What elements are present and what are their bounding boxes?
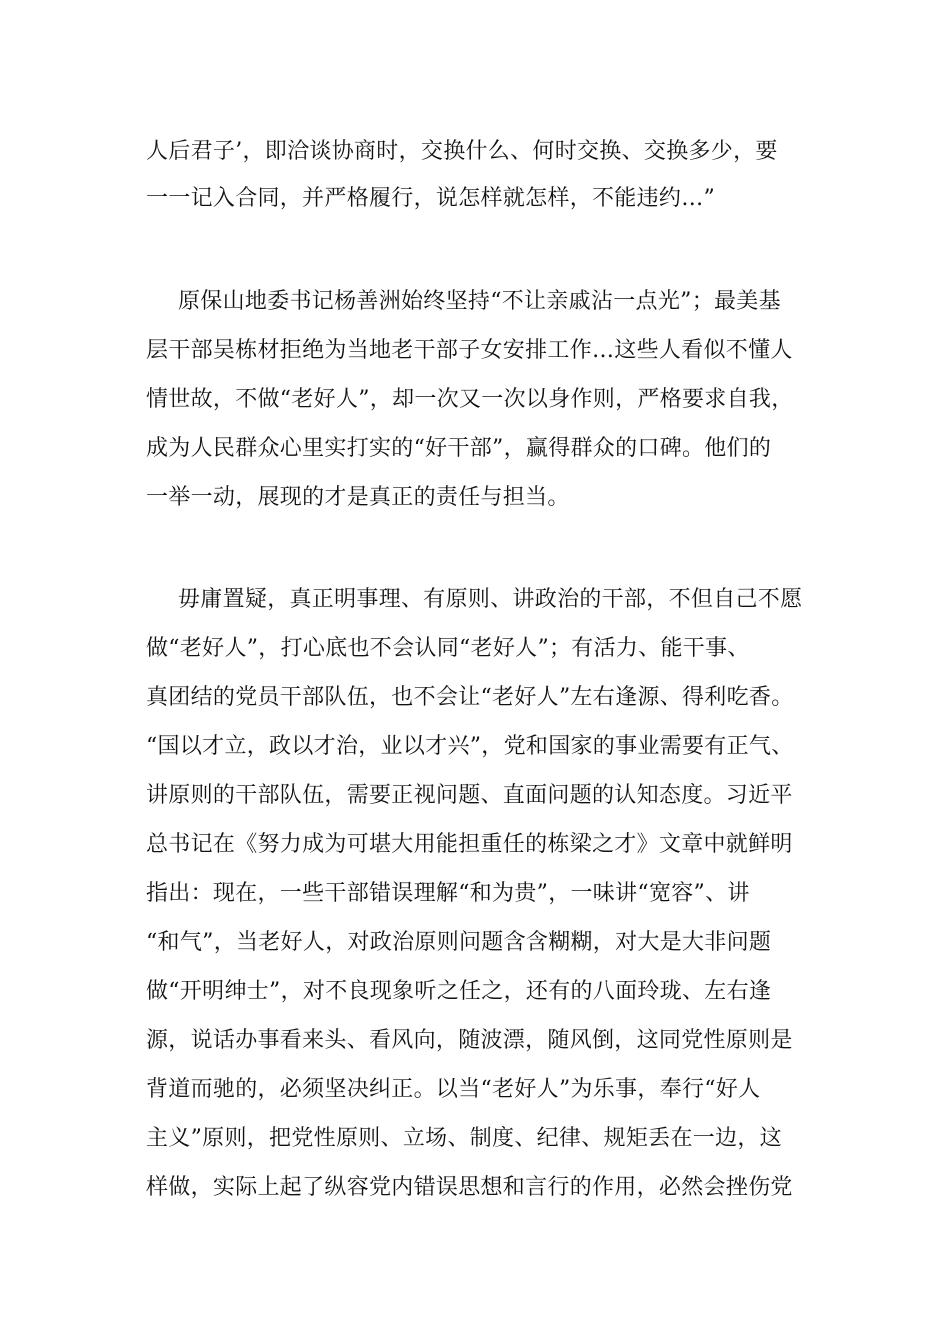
paragraph-3-line-6: 总书记在《努力成为可堪大用能担重任的栋梁之才》文章中就鲜明 <box>146 832 793 857</box>
paragraph-2-line-3: 情世故，不做“老好人”，却一次又一次以身作则，严格要求自我， <box>146 387 794 412</box>
paragraph-3-line-4: “国以才立，政以才治，业以才兴”，党和国家的事业需要有正气、 <box>146 734 794 759</box>
paragraph-3-line-12: 主义”原则，把党性原则、立场、制度、纪律、规矩丢在一边，这 <box>146 1126 782 1151</box>
paragraph-3-line-11: 背道而驰的，必须坚决纠正。以当“老好人”为乐事，奉行“好人 <box>146 1077 761 1102</box>
paragraph-3-line-10: 源，说话办事看来头、看风向，随波漂，随风倒，这同党性原则是 <box>146 1028 793 1053</box>
paragraph-3-line-2: 做“老好人”，打心底也不会认同“老好人”；有活力、能干事、 <box>146 636 750 661</box>
paragraph-3-line-3: 真团结的党员干部队伍，也不会让“老好人”左右逢源、得利吃香。 <box>146 685 794 710</box>
paragraph-2-line-1: 原保山地委书记杨善洲始终坚持“不让亲戚沾一点光”；最美基 <box>178 289 781 314</box>
paragraph-2-line-4: 成为人民群众心里实打实的“好干部”，赢得群众的口碑。他们的 <box>146 436 772 461</box>
paragraph-3-line-9: 做“开明绅士”，对不良现象听之任之，还有的八面玲珑、左右逢 <box>146 979 772 1004</box>
paragraph-2-line-2: 层干部吴栋材拒绝为当地老干部子女安排工作…这些人看似不懂人 <box>146 338 793 363</box>
paragraph-1-line-1: 人后君子’，即洽谈协商时，交换什么、何时交换、交换多少，要 <box>146 139 778 164</box>
paragraph-3-line-13: 样做，实际上起了纵容党内错误思想和言行的作用，必然会挫伤党 <box>146 1175 793 1200</box>
paragraph-3-line-1: 毋庸置疑，真正明事理、有原则、讲政治的干部，不但自己不愿 <box>178 587 803 612</box>
paragraph-1-line-2: 一一记入合同，并严格履行，说怎样就怎样，不能违约…” <box>146 186 716 211</box>
paragraph-3-line-5: 讲原则的干部队伍，需要正视问题、直面问题的认知态度。习近平 <box>146 783 793 808</box>
paragraph-2-line-5: 一举一动，展现的才是真正的责任与担当。 <box>146 485 570 510</box>
paragraph-3-line-8: “和气”，当老好人，对政治原则问题含含糊糊，对大是大非问题 <box>146 930 772 955</box>
paragraph-3-line-7: 指出：现在，一些干部错误理解“和为贵”，一味讲“宽容”、讲 <box>146 881 750 906</box>
